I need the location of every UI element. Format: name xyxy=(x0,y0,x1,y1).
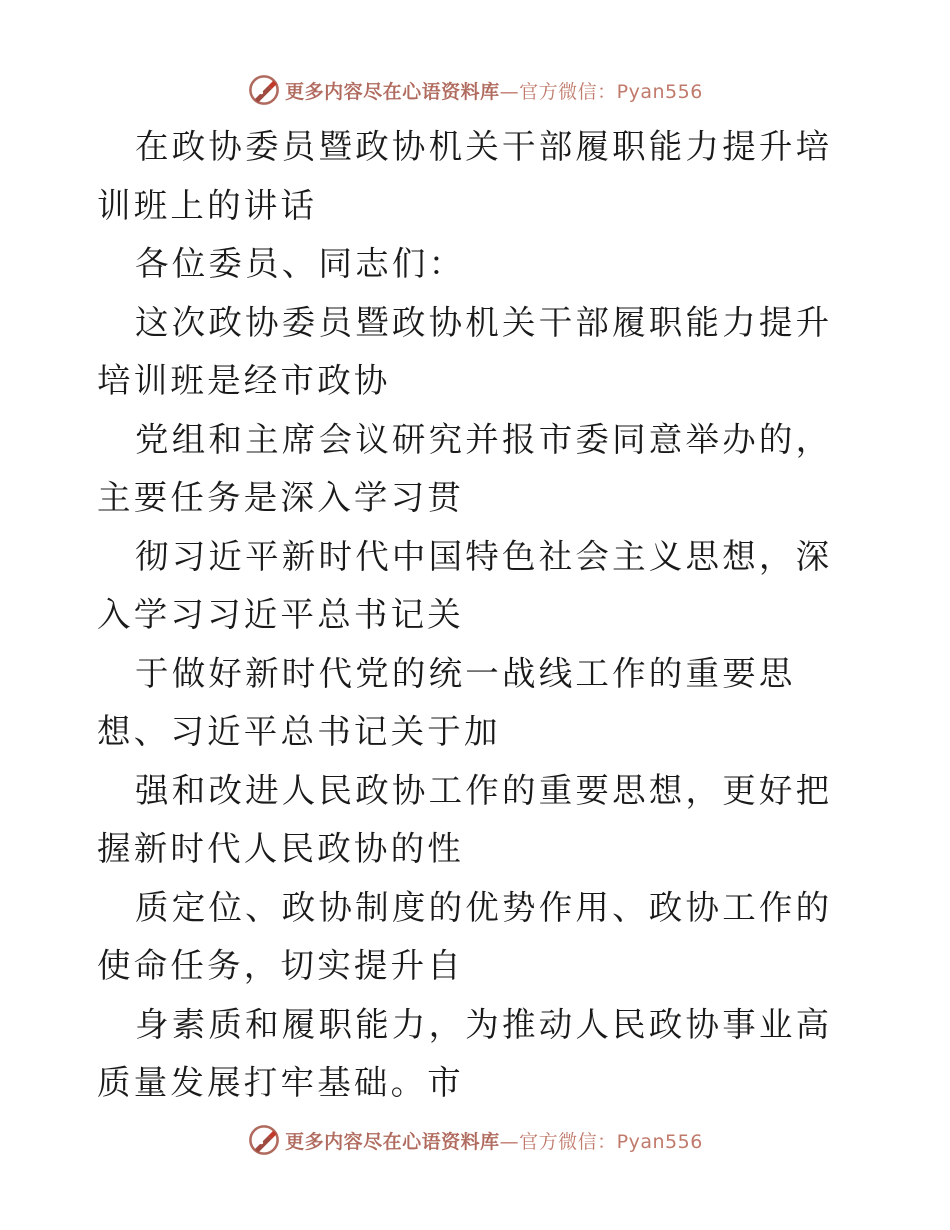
paragraph: 这次政协委员暨政协机关干部履职能力提升培训班是经市政协 xyxy=(97,302,833,400)
watermark-dash: — xyxy=(499,80,520,103)
paragraph: 身素质和履职能力，为推动人民政协事业高质量发展打牢基础。市 xyxy=(97,1004,833,1102)
document-title: 在政协委员暨政协机关干部履职能力提升培训班上的讲话 xyxy=(97,127,833,225)
paragraph: 质定位、政协制度的优势作用、政协工作的使命任务，切实提升自 xyxy=(97,887,833,985)
paragraph: 于做好新时代党的统一战线工作的重要思想、习近平总书记关于加 xyxy=(97,653,796,751)
watermark-text xyxy=(285,77,703,104)
document-body xyxy=(97,118,867,1113)
watermark-contact-text: 官方微信：Pyan556 xyxy=(519,1130,703,1153)
pen-nib-logo-icon xyxy=(247,1123,281,1157)
paragraph: 强和改进人民政协工作的重要思想，更好把握新时代人民政协的性 xyxy=(97,770,833,868)
paragraph: 各位委员、同志们： xyxy=(135,244,466,283)
watermark-dash: — xyxy=(499,1130,520,1153)
watermark-text xyxy=(285,1127,703,1154)
watermark-main-text: 更多内容尽在心语资料库 xyxy=(285,1130,500,1153)
watermark-contact-text: 官方微信：Pyan556 xyxy=(519,80,703,103)
watermark-main-text: 更多内容尽在心语资料库 xyxy=(285,80,500,103)
header-watermark xyxy=(0,70,950,110)
paragraph: 彻习近平新时代中国特色社会主义思想，深入学习习近平总书记关 xyxy=(97,536,833,634)
paragraph: 党组和主席会议研究并报市委同意举办的，主要任务是深入学习贯 xyxy=(97,419,833,517)
footer-watermark xyxy=(0,1120,950,1160)
pen-nib-logo-icon xyxy=(247,73,281,107)
